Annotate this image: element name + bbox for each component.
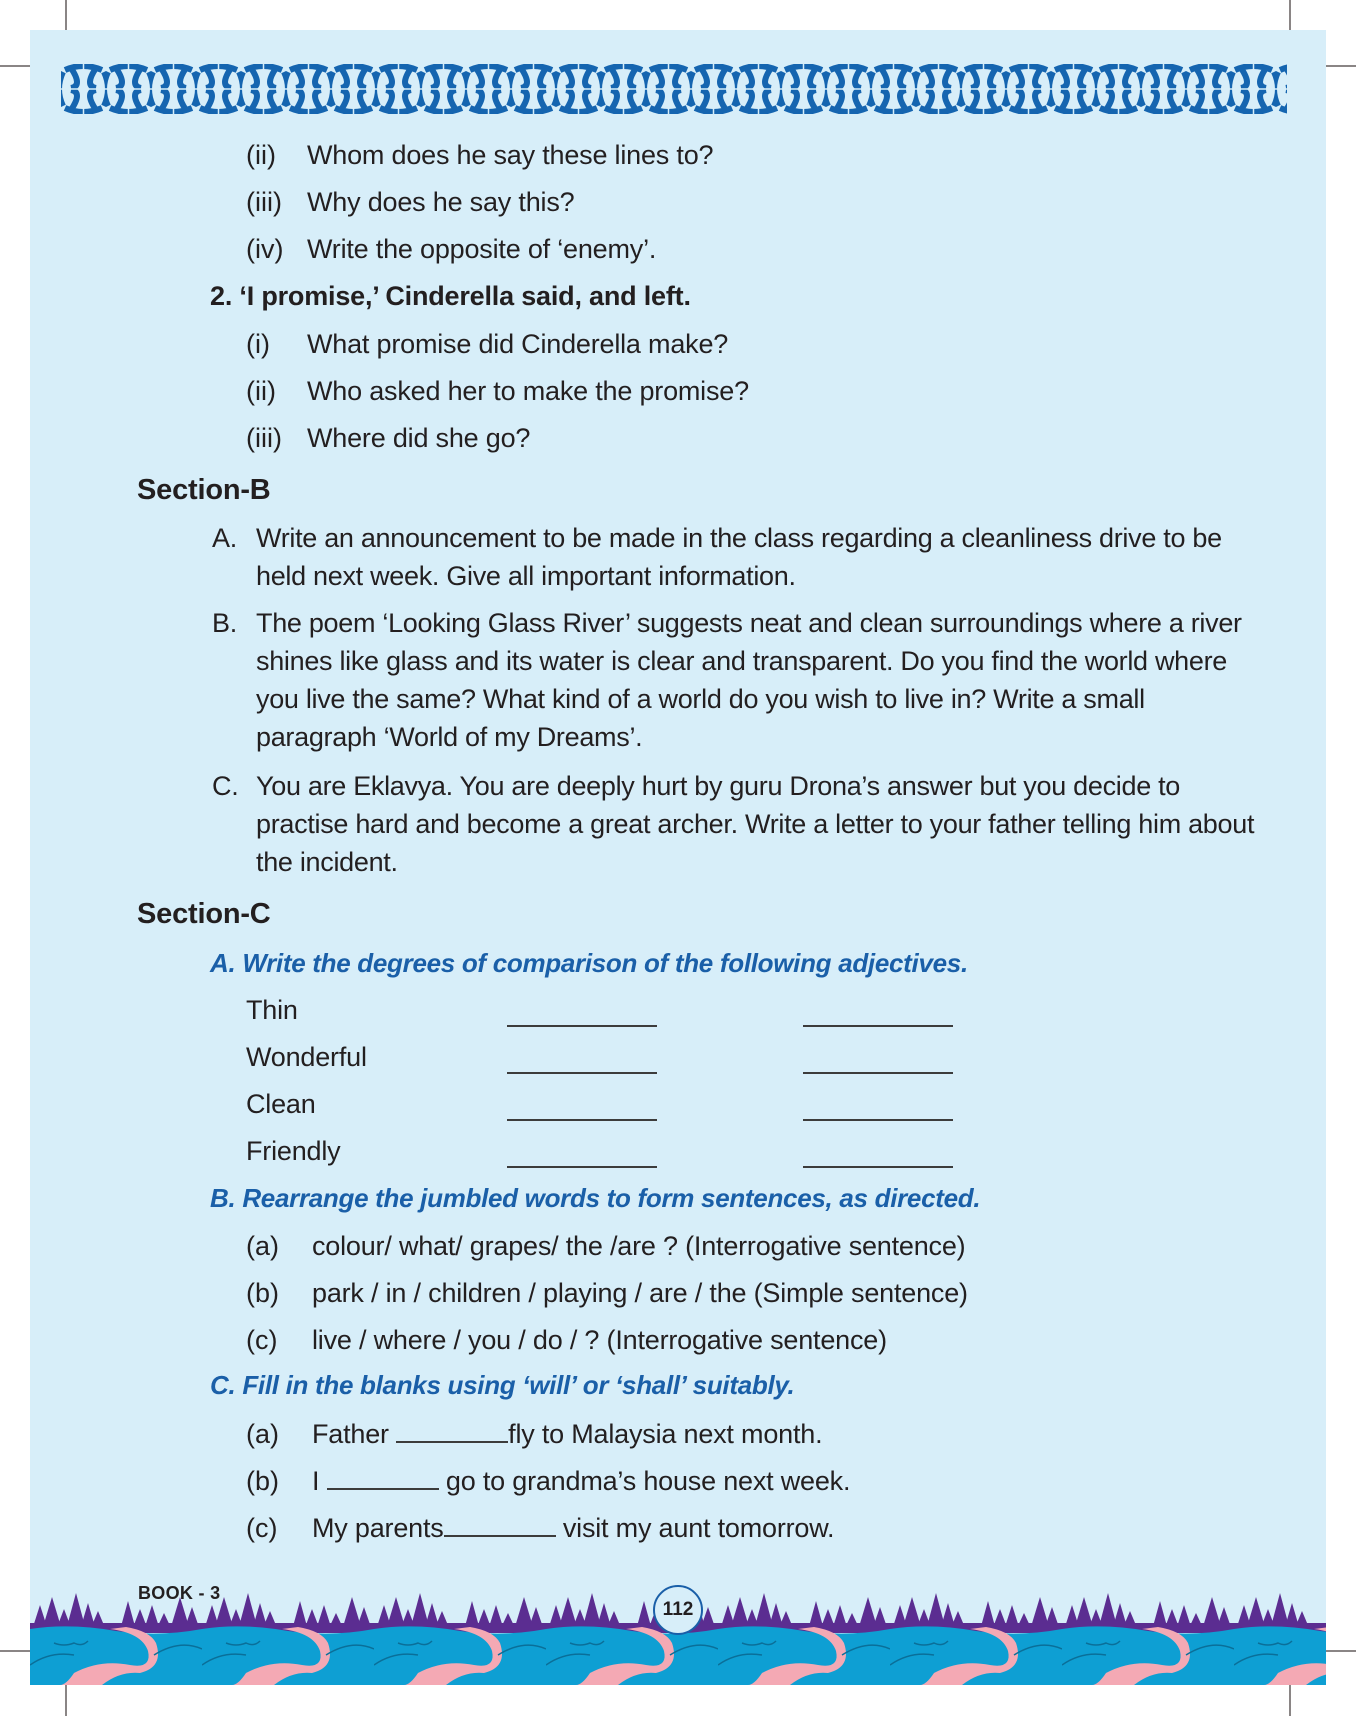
section-b-heading: Section-B	[137, 474, 271, 506]
q2-item-text: What promise did Cinderella make?	[307, 329, 729, 359]
jumble-item-num: (c)	[246, 1325, 278, 1355]
q2-item-text: Where did she go?	[307, 423, 531, 453]
section-b-question-label: C.	[212, 771, 239, 801]
q1-item-num: (iv)	[246, 234, 284, 264]
q2-item-num: (iii)	[246, 423, 282, 453]
section-b-question-text: Write an announcement to be made in the class regarding a cleanliness drive to be held next week. Give all important information.	[256, 523, 1222, 591]
fill-item-before: I	[312, 1466, 327, 1496]
section-b-question-label: A.	[212, 523, 238, 553]
fill-item-after: fly to Malaysia next month.	[508, 1419, 823, 1449]
superlative-blank[interactable]	[803, 1119, 953, 1121]
book-label: BOOK - 3	[138, 1583, 221, 1603]
q1-item-num: (ii)	[246, 140, 276, 170]
worksheet-page	[30, 30, 1326, 1685]
jumble-item-text: colour/ what/ grapes/ the /are ? (Interrogative sentence)	[312, 1231, 966, 1261]
comparative-blank[interactable]	[507, 1119, 657, 1121]
q2-item-num: (ii)	[246, 376, 276, 406]
jumble-item-text: park / in / children / playing / are / the (Simple sentence)	[312, 1278, 968, 1308]
fill-item-sentence	[312, 1418, 822, 1450]
q2-item-num: (i)	[246, 329, 270, 359]
crop-mark	[65, 0, 67, 30]
jumble-item-num: (b)	[246, 1278, 279, 1308]
adjective: Clean	[246, 1089, 316, 1119]
page-number: 112	[662, 1599, 694, 1620]
comparative-blank[interactable]	[507, 1072, 657, 1074]
fill-item-num: (c)	[246, 1513, 278, 1543]
superlative-blank[interactable]	[803, 1166, 953, 1168]
adjective: Friendly	[246, 1136, 341, 1166]
fill-blank[interactable]	[327, 1466, 439, 1490]
q1-item-text: Whom does he say these lines to?	[307, 140, 714, 170]
section-b-question-label: B.	[212, 608, 238, 638]
section-c-b-title: B. Rearrange the jumbled words to form sentences, as directed.	[210, 1183, 981, 1213]
superlative-blank[interactable]	[803, 1025, 953, 1027]
section-b-question-text: The poem ‘Looking Glass River’ suggests neat and clean surroundings where a river shines like glass and its water is clear and transparent. Do you find the world where you live the same? What kind of a world do you wish to live in? Write a small paragraph ‘World of my Dreams’.	[256, 608, 1242, 752]
jumble-item-num: (a)	[246, 1231, 279, 1261]
fill-blank[interactable]	[396, 1419, 508, 1443]
fill-item-sentence	[312, 1512, 834, 1544]
fill-item-before: My parents	[312, 1513, 444, 1543]
fill-item-after: visit my aunt tomorrow.	[555, 1513, 835, 1543]
adjective: Thin	[246, 995, 298, 1025]
crop-mark	[1289, 0, 1291, 30]
comparative-blank[interactable]	[507, 1166, 657, 1168]
page-number-badge	[653, 1585, 703, 1635]
q2-item-text: Who asked her to make the promise?	[307, 376, 749, 406]
superlative-blank[interactable]	[803, 1072, 953, 1074]
fill-blank[interactable]	[444, 1513, 556, 1537]
crop-mark	[1326, 1650, 1356, 1652]
fill-item-num: (a)	[246, 1419, 279, 1449]
q1-item-num: (iii)	[246, 187, 282, 217]
q1-item-text: Write the opposite of ‘enemy’.	[307, 234, 657, 264]
section-c-heading: Section-C	[137, 898, 271, 930]
q1-item-text: Why does he say this?	[307, 187, 575, 217]
crop-mark	[65, 1685, 67, 1716]
fill-item-before: Father	[312, 1419, 397, 1449]
fill-item-sentence	[312, 1465, 850, 1497]
crop-mark	[0, 1650, 30, 1652]
question-2-title: 2. ‘I promise,’ Cinderella said, and left.	[210, 281, 691, 311]
fill-item-num: (b)	[246, 1466, 279, 1496]
adjective: Wonderful	[246, 1042, 367, 1072]
jumble-item-text: live / where / you / do / ? (Interrogative sentence)	[312, 1325, 887, 1355]
crop-mark	[1289, 1685, 1291, 1716]
section-c-c-title: C. Fill in the blanks using ‘will’ or ‘shall’ suitably.	[210, 1370, 795, 1400]
crop-mark	[0, 65, 30, 67]
fill-item-after: go to grandma’s house next week.	[438, 1466, 851, 1496]
crop-mark	[1326, 65, 1356, 67]
section-c-a-title: A. Write the degrees of comparison of the following adjectives.	[210, 948, 968, 978]
ornament-border-icon	[61, 64, 1287, 114]
comparative-blank[interactable]	[507, 1025, 657, 1027]
section-b-question-text: You are Eklavya. You are deeply hurt by guru Drona’s answer but you decide to practise hard and become a great archer. Write a letter to your father telling him about the incident.	[256, 771, 1255, 877]
